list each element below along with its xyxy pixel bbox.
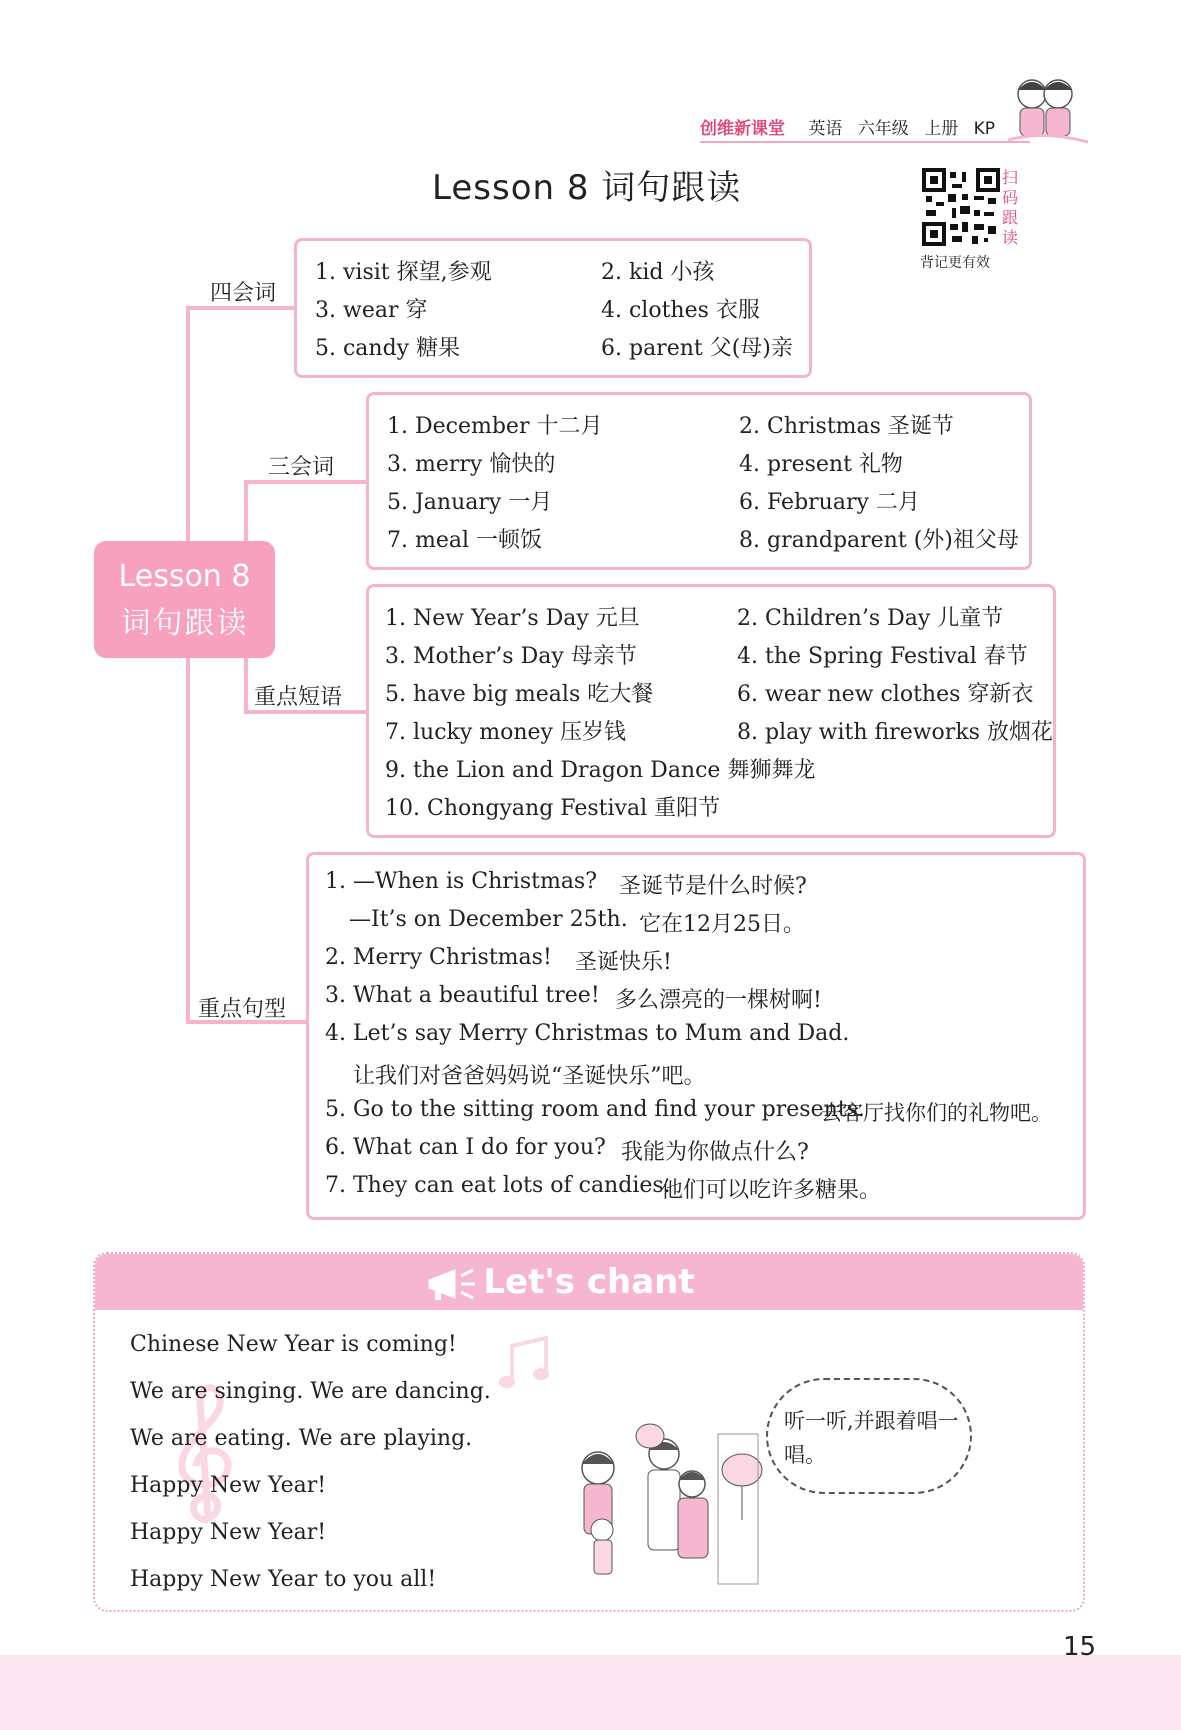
group-label-four-skill: 四会词 <box>210 281 277 306</box>
sentence-en: 7. They can eat lots of candies. <box>325 1173 671 1198</box>
qr-subcaption: 背记更有效 <box>920 255 990 271</box>
sentence-zh: 我能为你做点什么? <box>621 1140 809 1165</box>
phrase-item: 1. New Year’s Day 元旦 <box>385 606 640 631</box>
chant-line: We are eating. We are playing. <box>130 1426 473 1451</box>
family-illustration-icon <box>552 1420 772 1600</box>
page-title: Lesson 8 词句跟读 <box>432 168 742 208</box>
subject: 英语 <box>808 119 843 139</box>
phrase-item: 6. wear new clothes 穿新衣 <box>737 682 1034 707</box>
sentence-en: 1. —When is Christmas? <box>325 869 598 894</box>
word-item: 6. parent 父(母)亲 <box>601 336 793 361</box>
word-item: 1. December 十二月 <box>387 414 603 439</box>
word-item: 2. kid 小孩 <box>601 260 715 285</box>
speech-bubble-text: 听一听,并跟着唱一唱。 <box>784 1409 959 1467</box>
chant-title: Let's chant <box>483 1262 695 1302</box>
tree-connector <box>186 308 190 541</box>
footer-band <box>0 1655 1181 1730</box>
kids-illustration-icon <box>1000 70 1090 150</box>
music-note-icon <box>496 1334 556 1394</box>
qr-code-icon[interactable] <box>922 168 1000 246</box>
page-number: 15 <box>1063 1632 1097 1662</box>
group-label-three-skill: 三会词 <box>268 455 335 480</box>
sentence-en: 2. Merry Christmas! <box>325 945 552 970</box>
four-skill-words-box <box>294 238 812 378</box>
key-phrases-box <box>366 584 1056 838</box>
phrase-item: 4. the Spring Festival 春节 <box>737 644 1028 669</box>
page-header <box>700 114 1005 139</box>
header-divider <box>700 141 1030 143</box>
phrase-item: 8. play with fireworks 放烟花 <box>737 720 1053 745</box>
phrase-item: 3. Mother’s Day 母亲节 <box>385 644 637 669</box>
sentence-en: —It’s on December 25th. <box>349 907 628 932</box>
phrase-item: 2. Children’s Day 儿童节 <box>737 606 1004 631</box>
chant-line: We are singing. We are dancing. <box>130 1379 491 1404</box>
sentence-en: 5. Go to the sitting room and find your presents. <box>325 1097 865 1122</box>
phrase-item: 5. have big meals 吃大餐 <box>385 682 654 707</box>
word-item: 2. Christmas 圣诞节 <box>739 414 954 439</box>
phrase-item: 7. lucky money 压岁钱 <box>385 720 626 745</box>
word-item: 1. visit 探望,参观 <box>315 260 492 285</box>
chant-line: Chinese New Year is coming! <box>130 1332 457 1357</box>
group-label-key-sentences: 重点句型 <box>198 997 287 1022</box>
three-skill-words-box <box>366 392 1032 570</box>
tree-connector <box>186 658 190 1022</box>
grade: 六年级 <box>857 119 909 139</box>
tree-connector <box>244 480 248 541</box>
word-item: 5. candy 糖果 <box>315 336 461 361</box>
lesson-node-title: Lesson 8 <box>118 559 251 594</box>
sentence-en: 4. Let’s say Merry Christmas to Mum and Dad. <box>325 1021 850 1046</box>
phrase-item: 10. Chongyang Festival 重阳节 <box>385 796 721 821</box>
tree-connector <box>244 658 248 712</box>
sentence-zh: 圣诞快乐! <box>575 950 672 975</box>
sentence-zh: 让我们对爸爸妈妈说“圣诞快乐”吧。 <box>353 1064 706 1089</box>
word-item: 3. wear 穿 <box>315 298 428 323</box>
word-item: 6. February 二月 <box>739 490 920 515</box>
sentence-zh: 它在12月25日。 <box>639 912 805 937</box>
sentence-zh: 圣诞节是什么时候? <box>619 874 807 899</box>
word-item: 4. clothes 衣服 <box>601 298 760 323</box>
sentence-en: 6. What can I do for you? <box>325 1135 606 1160</box>
sentence-zh: 他们可以吃许多糖果。 <box>661 1178 882 1203</box>
chant-line: Happy New Year to you all! <box>130 1567 437 1592</box>
word-item: 5. January 一月 <box>387 490 553 515</box>
lesson-node <box>94 541 275 658</box>
edition: KP <box>973 119 996 139</box>
phrase-item: 9. the Lion and Dragon Dance 舞狮舞龙 <box>385 758 816 783</box>
chant-line: Happy New Year! <box>130 1520 327 1545</box>
lesson-node-subtitle: 词句跟读 <box>120 606 249 641</box>
word-item: 7. meal 一顿饭 <box>387 528 543 553</box>
brand-name: 创维新课堂 <box>700 119 785 139</box>
sentence-zh: 去客厅找你们的礼物吧。 <box>821 1101 1052 1125</box>
sentence-en: 3. What a beautiful tree! <box>325 983 600 1008</box>
sentence-zh: 多么漂亮的一棵树啊! <box>615 988 822 1013</box>
volume: 上册 <box>924 119 959 139</box>
key-sentences-box <box>306 852 1086 1220</box>
group-label-key-phrases: 重点短语 <box>254 685 343 710</box>
chant-line: Happy New Year! <box>130 1473 327 1498</box>
qr-caption: 扫码跟读 <box>1002 168 1019 247</box>
word-item: 3. merry 愉快的 <box>387 452 556 477</box>
word-item: 4. present 礼物 <box>739 452 903 477</box>
word-item: 8. grandparent (外)祖父母 <box>739 528 1019 553</box>
